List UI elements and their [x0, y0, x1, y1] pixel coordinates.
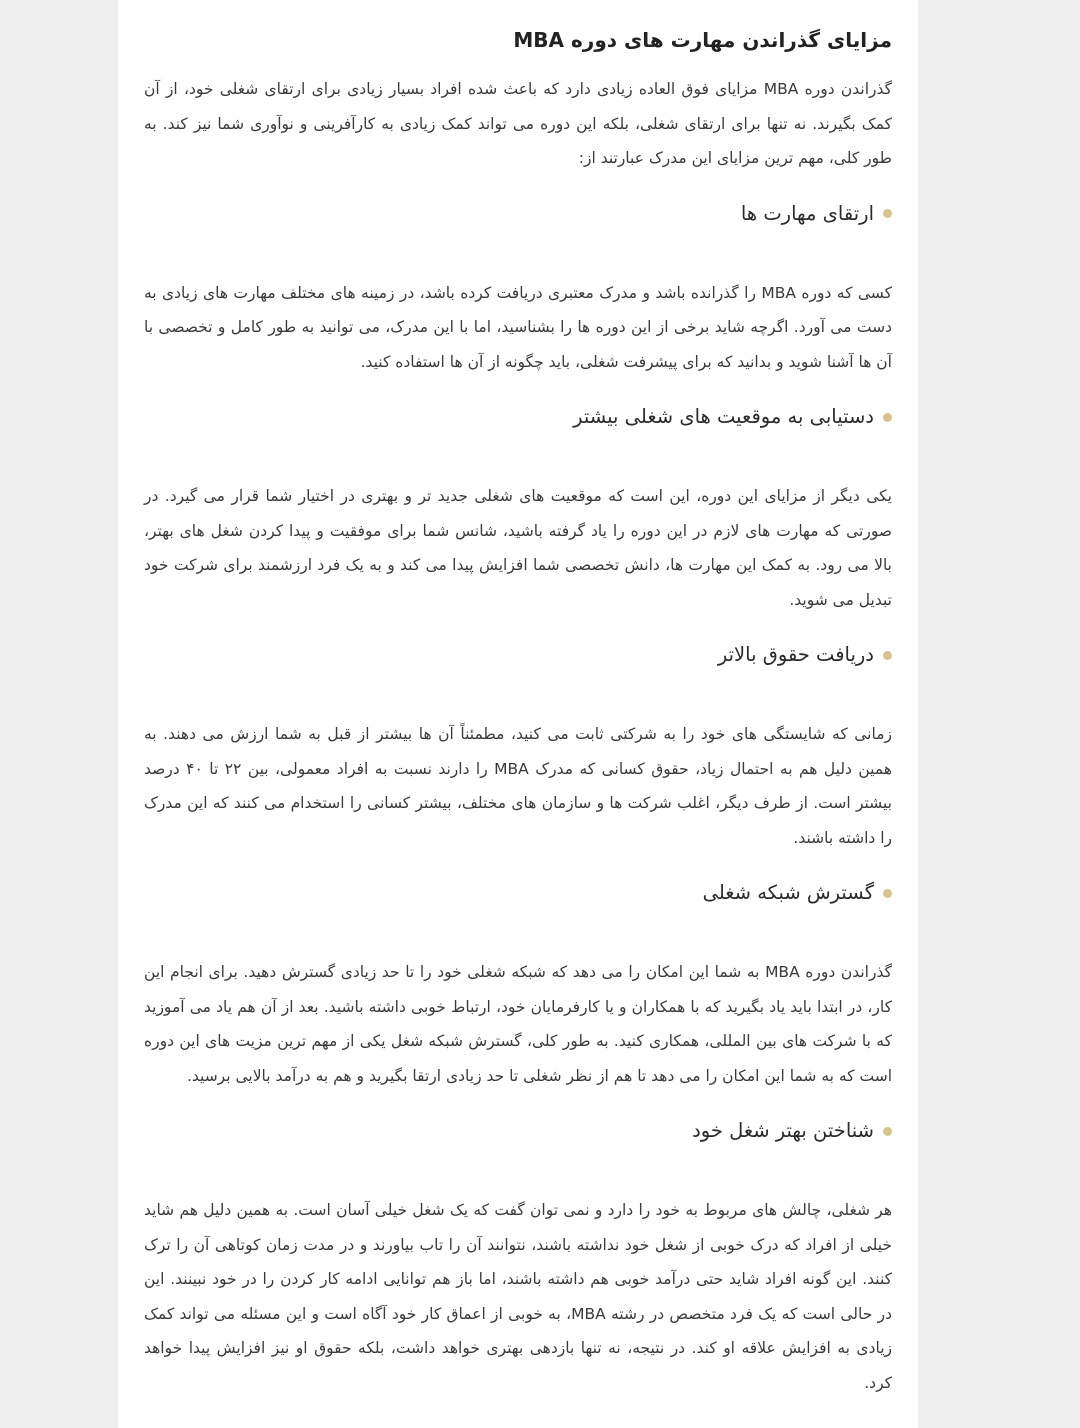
section-paragraph: کسی که دوره MBA را گذرانده باشد و مدرک معتبری دریافت کرده باشد، در زمینه های مختلف مهارت های زیادی به دست می آورد. اگرچه شاید برخی از این دوره ها را بشناسید، اما با این مدرک، می توانید به طور کامل و تخصصی با آن ها آشنا شوید و بدانید که برای پیشرفت شغلی، باید چگونه از آن ها استفاده کنید.	[144, 283, 893, 371]
section-paragraph: هر شغلی، چالش های مربوط به خود را دارد و نمی توان گفت که یک شغل خیلی آسان است. به همین دلیل هم شاید خیلی از افراد که درک خوبی از شغل خود نداشته باشند، نتوانند آن را تاب بیاورند و در مدت زمان کوتاهی آن را ترک کنند. این گونه افراد شاید حتی درآمد خوبی هم داشته باشند، اما باز هم توانایی ادامه کار کردن را در خود نبینند. این در حالی است که یک فرد متخصص در رشته MBA، به خوبی از اعماق کار خود آگاه است و این مسئله می تواند کمک زیادی به افزایش علاقه او کند. در نتیجه، نه تنها بازدهی بهتری خواهد داشت، بلکه حقوق او نیز افزایش پیدا خواهد کرد.	[144, 1201, 892, 1392]
article	[118, 0, 918, 1400]
section-paragraph: یکی دیگر از مزایای این دوره، این است که موقعیت های شغلی جدید تر و بهتری در اختیار شما قرار می گیرد. در صورتی که مهارت های لازم در این دوره را یاد گرفته باشید، شانس شما برای موفقیت و پیدا کردن شغل های بهتر، بالا می رود. به کمک این مهارت ها، دانش تخصصی شما افزایش پیدا می کند و به یک فرد ارزشمند برای شرکت خود تبدیل می شوید.	[144, 487, 892, 609]
section-skills	[144, 196, 892, 380]
bullet-icon	[883, 209, 892, 218]
section-heading-text: دستیابی به موقعیت های شغلی بیشتر	[573, 405, 874, 428]
section-heading-text: ارتقای مهارت ها	[740, 201, 874, 225]
bullet-icon	[883, 651, 892, 660]
section-know-your-job	[144, 1113, 892, 1400]
section-heading	[144, 196, 892, 232]
section-heading	[144, 875, 892, 911]
section-heading-text: شناختن بهتر شغل خود	[692, 1119, 874, 1142]
section-network	[144, 875, 892, 1093]
section-paragraph: زمانی که شایستگی های خود را به شرکتی ثابت می کنید، مطمئناً آن ها بیشتر از قبل به شما ارزش می دهند. به همین دلیل هم به احتمال زیاد، حقوق کسانی که مدرک MBA را دارند نسبت به افراد معمولی، بین ۲۲ تا ۴۰ درصد بیشتر است. از طرف دیگر، اغلب شرکت ها و سازمان های مختلف، بیشتر کسانی را استخدام می کنند که این مدرک را داشته باشند.	[144, 725, 892, 847]
section-heading	[144, 1113, 892, 1149]
section-paragraph: گذراندن دوره MBA به شما این امکان را می دهد که شبکه شغلی خود را تا حد زیادی گسترش دهید. برای انجام این کار، در ابتدا باید یاد بگیرید که با همکاران و یا کارفرمایان خود، ارتباط خوبی داشته باشید. بعد از آن هم یاد می آموزید که با شرکت های بین المللی، همکاری کنید. به طور کلی، گسترش شبکه شغل یکی از مهم ترین مزیت های این دوره است که به شما این امکان را می دهد تا هم از نظر شغلی تا حد زیادی ارتقا بگیرید و هم به درآمد بالایی برسید.	[144, 963, 892, 1085]
page-container	[118, 0, 918, 1428]
intro-paragraph: گذراندن دوره MBA مزایای فوق العاده زیادی دارد که باعث شده افراد بسیار زیادی برای ارتقای شغلی خود، از آن کمک بگیرند. نه تنها برای ارتقای شغلی، بلکه این دوره می تواند کمک زیادی به کارآفرینی و نوآوری شما نیز کند. به طور کلی، مهم ترین مزایای این مدرک عبارتند از:	[144, 80, 892, 167]
section-heading-text: گسترش شبکه شغلی	[702, 881, 874, 904]
section-heading	[144, 637, 892, 673]
bullet-icon	[883, 1127, 892, 1136]
bullet-icon	[883, 413, 892, 422]
section-higher-salary	[144, 637, 892, 855]
section-heading-text: دریافت حقوق بالاتر	[717, 643, 874, 666]
section-job-opportunities	[144, 399, 892, 617]
bullet-icon	[883, 889, 892, 898]
section-heading	[144, 399, 892, 435]
article-title: مزایای گذراندن مهارت های دوره MBA	[513, 28, 892, 52]
